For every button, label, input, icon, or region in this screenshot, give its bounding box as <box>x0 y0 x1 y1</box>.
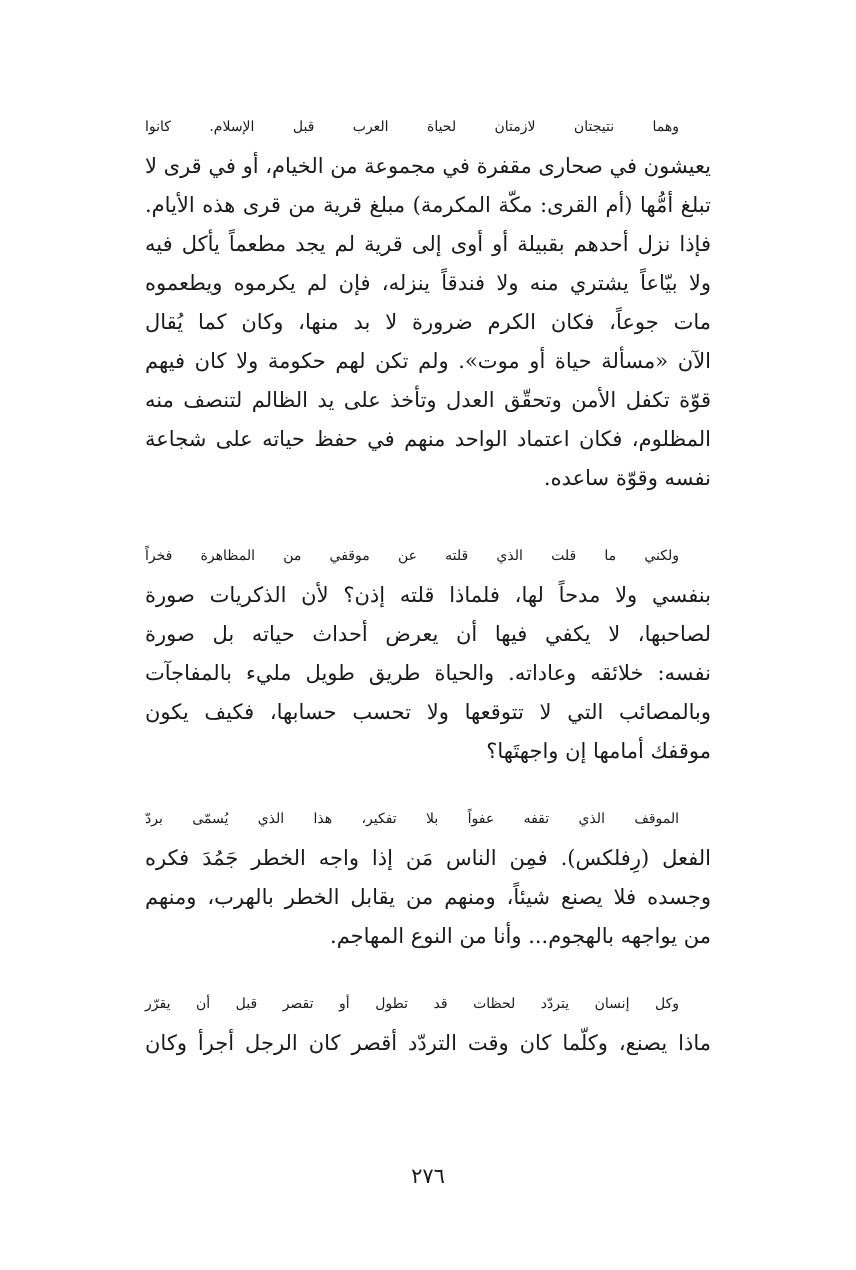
text-line: نفسه: خلائقه وعاداته. والحياة طريق طويل مليء بالمفاجآت <box>145 661 711 685</box>
text-line: قوّة تكفل الأمن وتحقّق العدل وتأخذ على يد الظالم لتنصف منه <box>145 388 711 412</box>
text-line: ماذا يصنع، وكلّما كان وقت التردّد أقصر كان الرجل أجرأ وكان <box>145 1031 711 1055</box>
text-line: وكل إنسان يتردّد لحظات قد تطول أو تقصر قبل أن يقرّر <box>145 996 679 1012</box>
text-line: يعيشون في صحارى مقفرة في مجموعة من الخيام، أو في قرى لا <box>145 154 711 178</box>
paragraph-2 <box>145 537 711 771</box>
text-line: ولا بيّاعاً يشتري منه ولا فندقاً ينزله، فإن لم يكرموه ويطعموه <box>145 271 711 295</box>
text-line: من يواجهه بالهجوم... وأنا من النوع المهاجم. <box>330 924 711 948</box>
text-line: فإذا نزل أحدهم بقبيلة أو أوى إلى قرية لم يجد مطعماً يأكل فيه <box>145 232 711 256</box>
paragraph-4 <box>145 985 711 1063</box>
text-line: وبالمصائب التي لا تتوقعها ولا تحسب حسابها، فكيف يكون <box>145 700 711 724</box>
text-line: الآن «مسألة حياة أو موت». ولم تكن لهم حكومة ولا كان فيهم <box>145 349 711 373</box>
text-line: وجسده فلا يصنع شيئاً، ومنهم من يقابل الخطر بالهرب، ومنهم <box>145 885 711 909</box>
text-line: الموقف الذي تقفه عفواً بلا تفكير، هذا الذي يُسمّى بردّ <box>145 811 679 827</box>
paragraph-3 <box>145 800 711 956</box>
paragraph-1 <box>145 108 711 498</box>
text-line: ولكني ما قلت الذي قلته عن موقفي من المظاهرة فخراً <box>145 548 679 564</box>
text-line: موقفك أمامها إن واجهتَها؟ <box>486 739 711 763</box>
text-line: المظلوم، فكان اعتماد الواحد منهم في حفظ حياته على شجاعة <box>145 427 711 451</box>
page-body <box>145 108 711 1063</box>
page-number: ٢٧٦ <box>411 1164 445 1188</box>
text-line: وهما نتيجتان لازمتان لحياة العرب قبل الإسلام. كانوا <box>145 119 679 135</box>
text-line: بنفسي ولا مدحاً لها، فلماذا قلته إذن؟ لأن الذكريات صورة <box>145 583 711 607</box>
text-line: نفسه وقوّة ساعده. <box>543 466 711 490</box>
text-line: لصاحبها، لا يكفي فيها أن يعرض أحداث حياته بل صورة <box>145 622 711 646</box>
text-line: تبلغ أمُّها (أم القرى: مكّة المكرمة) مبلغ قرية من قرى هذه الأيام. <box>145 193 711 217</box>
text-line: الفعل (رِفلكس). فمِن الناس مَن إذا واجه الخطر جَمُدَ فكره <box>145 846 711 870</box>
text-line: مات جوعاً، فكان الكرم ضرورة لا بد منها، وكان كما يُقال <box>145 310 711 334</box>
